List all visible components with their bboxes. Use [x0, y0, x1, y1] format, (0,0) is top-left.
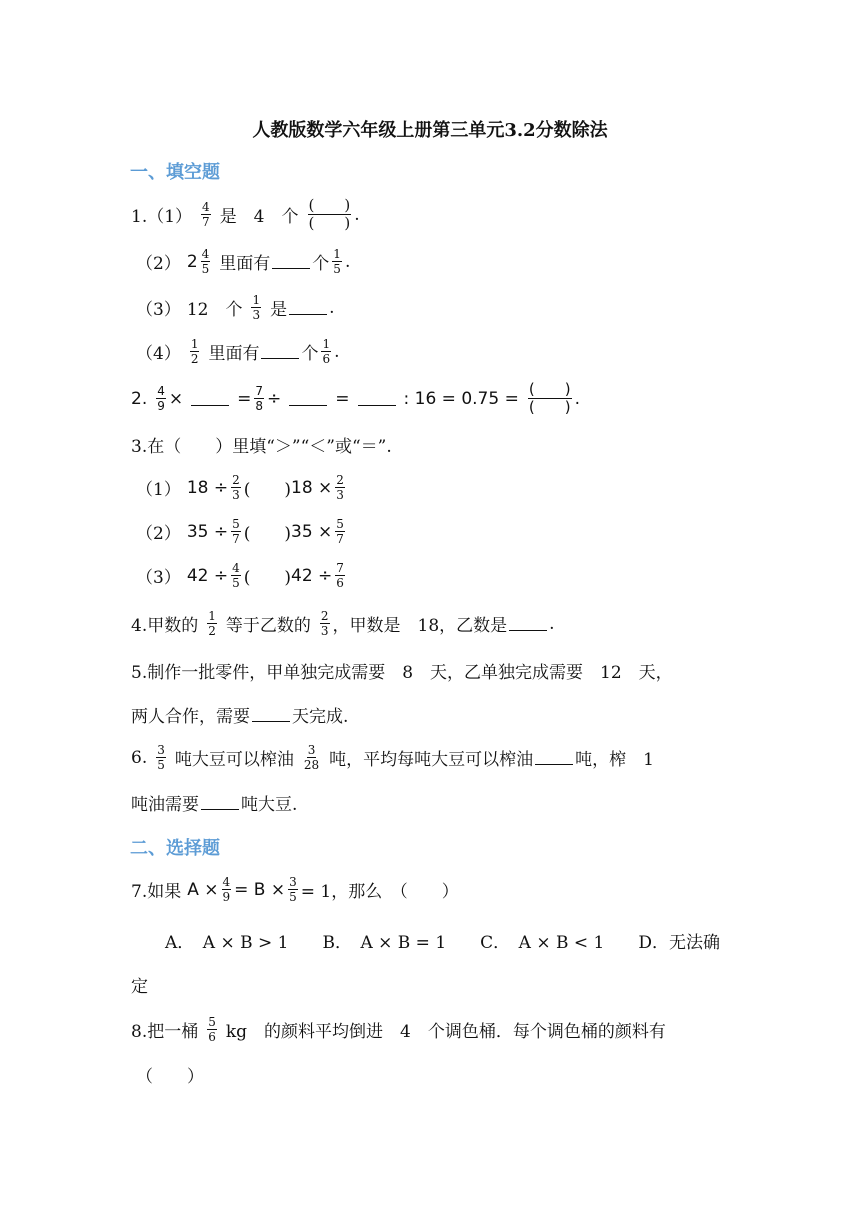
fraction: 1 3 [252, 293, 261, 322]
question-3-2 [136, 518, 348, 545]
compare-blank[interactable]: ( ) [243, 480, 292, 500]
fraction: 3 5 [157, 743, 165, 772]
fraction: $\frac{4}{5}$ [232, 561, 240, 590]
fraction: 5 6 [208, 1015, 216, 1044]
question-8 [131, 1016, 666, 1043]
answer-blank[interactable] [289, 391, 327, 406]
question-text: 12 个 [186, 300, 243, 320]
compare-blank[interactable]: ( ) [243, 568, 292, 588]
question-text: 天完成. [292, 707, 349, 727]
times-sign: × [168, 388, 184, 409]
question-1-4: （4） 1 2 里面有 个 1 6 . [136, 337, 340, 366]
question-text: 7.如果 [131, 882, 182, 902]
ratio-text: : 16 = 0.75 = [403, 388, 519, 409]
question-text: 吨，榨 1 [575, 750, 654, 770]
answer-fraction-blank: ( ) ( ) [528, 380, 571, 416]
question-text: 8.把一桶 [131, 1022, 199, 1042]
question-7-options: A． A × B > 1 B． A × B = 1 C． A × B < 1 D．无法确 [165, 933, 720, 953]
fraction: 4 7 [202, 200, 210, 229]
fraction: 1 2 [208, 609, 216, 638]
fraction: 1 5 [333, 247, 341, 276]
right-expression: 42 ÷ [291, 565, 333, 586]
fraction: $\frac{5}{7}$ [336, 517, 344, 546]
section-heading-fill-blank: 一、填空题 [130, 162, 220, 183]
equals-sign: = [335, 388, 350, 409]
answer-blank[interactable] [358, 391, 396, 406]
answer-blank[interactable] [201, 795, 239, 810]
question-label: （3） [136, 300, 181, 320]
question-7 [131, 876, 459, 903]
question-label: （2） [136, 254, 181, 274]
question-text: kg 的颜料平均倒进 4 个调色桶．每个调色桶的颜料有 [225, 1022, 666, 1042]
compare-blank[interactable]: ( ) [243, 524, 292, 544]
question-text: 4.甲数的 [131, 616, 199, 636]
question-6-line-1 [131, 744, 654, 771]
answer-blank[interactable] [535, 750, 573, 765]
fraction: $\frac{7}{6}$ [336, 561, 344, 590]
answer-blank[interactable] [252, 707, 290, 722]
question-text: 个 [312, 254, 330, 274]
question-text: 是 [270, 300, 288, 320]
answer-fraction-blank: ( ) ( ) [308, 196, 351, 232]
fraction: $\frac{4}{9}$ [222, 875, 231, 904]
fraction: 4 5 [201, 247, 210, 276]
question-text: 里面有 [208, 344, 260, 364]
question-3-3 [136, 562, 348, 589]
question-text: 吨大豆可以榨油 [174, 750, 294, 770]
question-text: 吨油需要 [131, 795, 199, 815]
divide-sign: ÷ [267, 388, 282, 409]
fraction: 1 6 [322, 337, 331, 366]
question-8-answer-paren[interactable]: （ ） [136, 1067, 204, 1087]
question-1-1: 1.（1） 4 7 是 4 个 ( ) ( ) . [131, 196, 360, 232]
question-3-stem: 3.在（ ）里填“＞”“＜”或“＝”. [131, 437, 392, 457]
question-label: （2） [136, 524, 181, 544]
fraction: $\frac{2}{3}$ [336, 473, 344, 502]
question-5-line-2 [131, 702, 348, 727]
question-text: ，甲数是 18，乙数是 [332, 616, 508, 636]
fraction: $\frac{3}{5}$ [289, 875, 297, 904]
question-label: 6. [131, 747, 148, 768]
question-label: （1） [136, 480, 181, 500]
answer-blank[interactable] [289, 300, 327, 315]
question-label: （3） [136, 568, 181, 588]
mixed-number-whole: 2 [186, 251, 198, 272]
question-5-line-1: 5.制作一批零件，甲单独完成需要 8 天，乙单独完成需要 12 天， [131, 663, 673, 683]
fraction: 2 3 [320, 609, 329, 638]
answer-blank[interactable] [261, 344, 299, 359]
question-text: 个 [301, 344, 319, 364]
answer-blank[interactable] [191, 391, 229, 406]
fraction: $\frac{7}{8}$ [255, 384, 264, 413]
math-expression: = B × [234, 879, 286, 900]
answer-blank[interactable] [509, 616, 547, 631]
question-1-2: （2） 2 4 5 里面有 个 1 5 . [136, 247, 351, 276]
fraction: 3 28 [303, 743, 320, 772]
fraction: $\frac{2}{3}$ [232, 473, 240, 502]
fraction: $\frac{4}{9}$ [157, 384, 165, 413]
question-label: 1.（1） [131, 207, 193, 227]
question-text: = 1，那么 （ ） [300, 882, 459, 902]
question-label: 2. [131, 388, 148, 409]
question-1-3: （3） 12 个 1 3 是 . [136, 293, 335, 322]
question-2: 2. $\frac{4}{9}$ × = $\frac{7}{8}$ ÷ = : 16 = 0.75 = ( ) ( ) . [131, 380, 580, 416]
page-title: 人教版数学六年级上册第三单元3.2分数除法 [252, 120, 608, 141]
left-expression: 35 ÷ [186, 521, 229, 542]
right-expression: 18 × [291, 477, 333, 498]
question-text: 等于乙数的 [225, 616, 311, 636]
equals-sign: = [237, 388, 252, 409]
question-text: 吨，平均每吨大豆可以榨油 [329, 750, 534, 770]
question-7-options-wrap: 定 [131, 977, 148, 997]
fraction: 1 2 [190, 337, 199, 366]
question-3-1 [136, 474, 348, 501]
question-text: 吨大豆. [241, 795, 298, 815]
section-heading-choice: 二、选择题 [130, 838, 220, 859]
left-expression: 18 ÷ [186, 477, 229, 498]
question-text: 两人合作，需要 [131, 707, 250, 727]
left-expression: 42 ÷ [186, 565, 229, 586]
question-4: 4.甲数的 1 2 等于乙数的 2 3 ，甲数是 18，乙数是 . [131, 609, 555, 638]
question-6-line-2 [131, 790, 297, 815]
question-text: 是 4 个 [219, 207, 299, 227]
question-text: 里面有 [219, 254, 271, 274]
question-label: （4） [136, 344, 181, 364]
right-expression: 35 × [291, 521, 333, 542]
answer-blank[interactable] [272, 254, 310, 269]
fraction: $\frac{5}{7}$ [232, 517, 240, 546]
math-expression: A × [187, 879, 219, 900]
